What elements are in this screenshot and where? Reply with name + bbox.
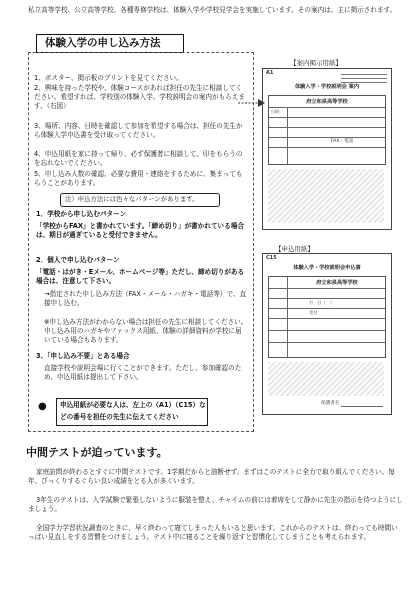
pattern-2-text: 「電話・はがき・Eメール、ホームページ等」ただし、締め切りがある場合は、注意して下さい。	[36, 268, 245, 286]
form-2-body-text-lines	[268, 362, 384, 396]
form-2-title: 体験入学・学校説明会申込書	[293, 265, 361, 271]
note-box	[60, 193, 220, 207]
section-2-para-2: 3年生のテストは、入学試験で緊張しないように服装を整え、チャイムの前には着席をして静かに先生の指示を待つようにしましょう。	[28, 496, 403, 514]
step-2: 2、興味を持った学校や、体験コースがあれば担任の先生に相談してください。希望すれば、学校別の体験入学、学校説明会の案内がもらえます。（右図）	[34, 84, 245, 111]
bullet-text: 申込用紙が必要な人は、左上の（A1）（C15）などの番号を担任の先生に伝えてください	[60, 401, 206, 421]
step-3: 3、場所、内容、日時を確認して参加を希望する場合は、担任の先生から体験入学申込書を受け取ってください。	[34, 122, 243, 140]
heading-title: 体験入学の申し込み方法	[45, 37, 161, 49]
form-1-table	[268, 95, 386, 165]
step-1: 1、ポスター、掲示板のプリントを見てください。	[34, 74, 183, 82]
form-2-footer: 保護者名	[321, 401, 340, 406]
form-1-col-line	[287, 107, 288, 164]
intro-text: 私立高等学校、公立高等学校、各種専修学校は、体験入学や学校見学会を実施しています。その案内は、主に掲示されます。	[28, 6, 397, 14]
form-2-document	[262, 253, 392, 415]
section-2-para-3: 全国学力学習状況調査のときに、早く終わって寝てしまった人もいると思います。これからのテストは、終わっても時間いっぱい見直しをする習慣をつけましょう。テスト中に寝ることを繰り返すと習慣化してしまうことも考えられます。	[28, 524, 398, 542]
section-2-title: 中間テストが迫っています。	[26, 446, 168, 459]
form-2-col-line	[287, 277, 288, 357]
form-1-header-lines	[341, 71, 387, 83]
form-1-caption: 【案内掲示用紙】	[290, 59, 342, 67]
form-2-signature-line	[341, 406, 383, 407]
form-2-table	[268, 276, 386, 358]
form-1-document	[262, 68, 392, 230]
step-5: 5、申し込み人数の確認、必要な費用・連絡をするために、集まってもらうことがあります。	[34, 170, 243, 188]
form-2-date-row: 月 日（ ）	[309, 300, 335, 305]
pattern-1-title: 1．学校から申し込むパターン	[36, 210, 127, 218]
bullet-box	[56, 398, 208, 426]
pattern-3-text: 直接学校や説明会場に行くことができます。ただし、参加確認のため、申込用紙は提出して下さい。	[44, 364, 242, 382]
form-2-reception-row: 受付	[309, 310, 318, 315]
form-2-school: 府立和泉高等学校	[316, 280, 358, 286]
form-1-code: A1	[266, 70, 274, 76]
pattern-1-text: 「学校からFAX」と書かれています。「締め切り」が書かれている場合は、期日が過ぎていると受付できません。	[36, 222, 244, 240]
bullet-icon: ●	[38, 401, 47, 412]
pattern-2-note: ※申し込み方法がわからない場合は担任の先生に相談してください。申し込み用のハガキやファックス用紙、体験の詳細資料が学校に届いている場合もあります。	[44, 318, 248, 345]
note-text: 注）申込方法には色々なパターンがあります。	[65, 195, 199, 203]
pattern-2-title: 2．個人で申し込むパターン	[36, 256, 120, 264]
form-2-caption: 【申込用紙】	[275, 245, 314, 253]
step-4: 4、申込用紙を家に持って帰り、必ず保護者に相談して、印をもらうのを忘れないでください。	[34, 150, 243, 168]
form-2-code: C15	[266, 255, 277, 261]
form-1-date-label: 日時	[271, 109, 280, 114]
pattern-2-arrow-text: →指定された申し込み方法（FAX・メール・ハガキ・電話等）で、直接申し込む。	[44, 290, 247, 308]
heading-box	[36, 34, 184, 53]
pattern-3-title: 3、「申し込み不要」とある場合	[36, 352, 130, 360]
form-1-fax-label: FAX・電話	[331, 139, 354, 144]
form-1-school: 府立和泉高等学校	[306, 99, 348, 105]
section-2-para-1: 家庭訪問が終わるとすぐに中間テストです。1学期だからと油断せず、まずはこのテストに全力で取り組んでください。毎年、びっくりするぐらい良い成績をとる人が多くいます。	[28, 468, 395, 486]
form-1-title: 体験入学・学校説明会 案内	[294, 84, 360, 90]
form-1-body-text-lines	[268, 169, 384, 223]
